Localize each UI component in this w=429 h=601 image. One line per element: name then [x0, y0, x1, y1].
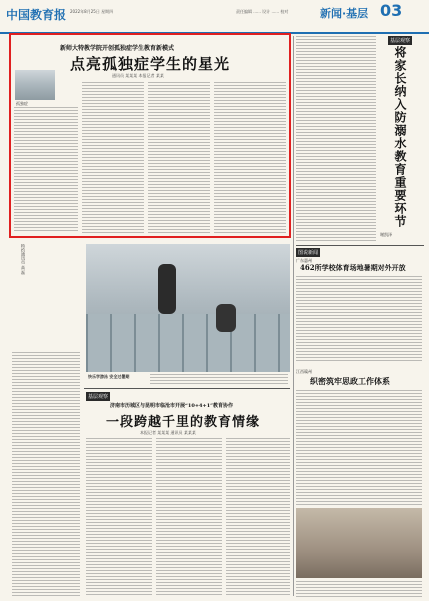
pool-lanes — [86, 314, 290, 372]
right-feature-headline: 将家长纳入防溺水教育重要环节 — [393, 46, 407, 228]
left-story-author: 特约通讯员 高 磊 — [21, 244, 26, 275]
swimmer-figure-2 — [216, 304, 236, 332]
lead-story-column-4 — [214, 82, 286, 233]
column-divider — [293, 36, 294, 596]
stadium-story-region: 广东惠州 — [296, 258, 312, 263]
bottom-story-kicker: 济南市历城区与昆明市临沧市开展“10+4+1”教育协作 — [110, 403, 234, 409]
stadium-story-headline: 462所学校体育场地暑期对外开放 — [300, 263, 406, 272]
swimming-photo — [86, 244, 290, 372]
swimming-photo-caption-text — [150, 374, 288, 384]
right-feature-byline: 谢凯泽 — [380, 232, 392, 237]
lead-story-column-2 — [82, 82, 144, 233]
jiangxi-story-tag: 江西赣州 — [296, 369, 312, 374]
lead-story-subhead: 孤独症 — [16, 101, 28, 106]
jiangxi-story-headline: 织密筑牢思政工作体系 — [310, 376, 390, 386]
page-number: 03 — [380, 1, 403, 20]
section-title: 新闻·基层 — [320, 7, 369, 20]
bottom-story-tag: 基层观察 — [88, 394, 109, 400]
stadium-story-tag: 图说新闻 — [298, 250, 319, 256]
masthead-meta: 责任编辑 ...... 设计 ...... 校对 — [236, 9, 289, 14]
bottom-story-column-1 — [86, 438, 152, 596]
section-divider — [84, 388, 290, 389]
jiangxi-photo-caption — [296, 581, 422, 597]
bottom-story-column-2 — [156, 438, 222, 596]
stadium-story-text — [296, 276, 422, 362]
masthead-date: 2022年8月25日 星期四 — [70, 9, 114, 14]
bottom-story-column-3 — [226, 438, 290, 596]
bottom-story-byline: 本报记者 某某某 通讯员 某某某 — [140, 430, 196, 435]
left-story-text — [12, 352, 80, 597]
lead-story-column-1 — [14, 107, 78, 233]
right-feature-text — [296, 36, 376, 241]
swimmer-figure — [158, 264, 176, 314]
bottom-story-headline: 一段跨越千里的教育情缘 — [106, 415, 261, 430]
paper-name: 中国教育报 — [6, 8, 67, 22]
lead-story-byline: 通讯员 某某某 本报记者 某某 — [112, 73, 164, 78]
jiangxi-story-photo — [296, 508, 422, 578]
lead-story-column-3 — [148, 82, 210, 233]
right-section-divider — [296, 245, 424, 246]
jiangxi-story-text — [296, 390, 422, 505]
right-feature-tag: 基层观察 — [390, 38, 411, 44]
lead-story-photo — [15, 70, 55, 100]
lead-story-headline: 点亮孤独症学生的星光 — [70, 55, 231, 73]
swimming-photo-caption: 快乐学游泳 安全过暑期 — [88, 374, 130, 379]
lead-story-kicker: 新师大特教学院开创孤独症学生教育新模式 — [60, 45, 175, 52]
